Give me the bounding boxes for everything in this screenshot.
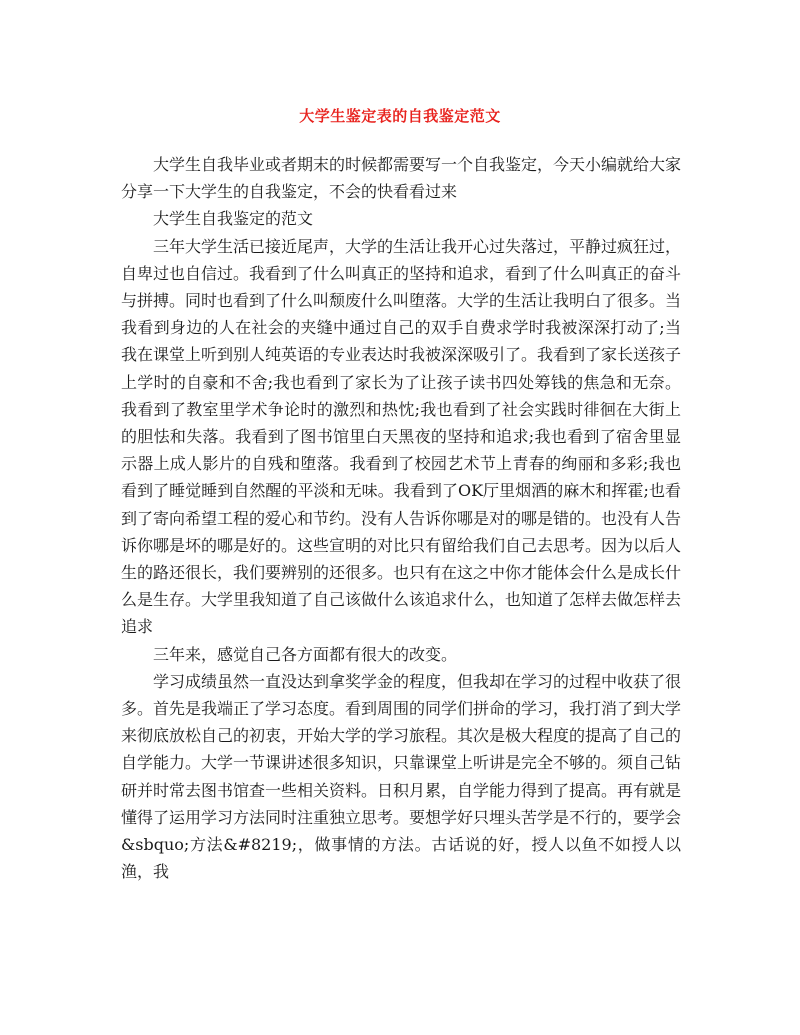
paragraph-subheading: 大学生自我鉴定的范文 bbox=[153, 209, 314, 229]
paragraph-intro: 大学生自我毕业或者期末的时候都需要写一个自我鉴定，今天小编就给大家分享一下大学生的自我鉴定，不会的快看看过来 bbox=[121, 155, 682, 202]
document-title: 大学生鉴定表的自我鉴定范文 bbox=[299, 107, 501, 125]
document-body bbox=[121, 151, 681, 885]
paragraph-three-years: 三年大学生活已接近尾声，大学的生活让我开心过失落过，平静过疯狂过，自卑过也自信过。我看到了什么叫真正的坚持和追求，看到了什么叫真正的奋斗与拼搏。同时也看到了什么叫颓废什么叫堕落。大学的生活让我明白了很多。当我看到身边的人在社会的夹缝中通过自己的双手自费求学时我被深深打动了;当我在课堂上听到别人纯英语的专业表达时我被深深吸引了。我看到了家长送孩子上学时的自豪和不舍;我也看到了家长为了让孩子读书四处筹钱的焦急和无奈。我看到了教室里学术争论时的激烈和热忱;我也看到了社会实践时徘徊在大街上的胆怯和失落。我看到了图书馆里白天黑夜的坚持和追求;我也看到了宿舍里显示器上成人影片的自残和堕落。我看到了校园艺术节上青春的绚丽和多彩;我也看到了睡觉睡到自然醒的平淡和无味。我看到了OK厅里烟酒的麻木和挥霍;也看到了寄向希望工程的爱心和节约。没有人告诉你哪是对的哪是错的。也没有人告诉你哪是坏的哪是好的。这些宣明的对比只有留给我们自己去思考。因为以后人生的路还很长，我们要辨别的还很多。也只有在这之中你才能体会什么是成长什么是生存。大学里我知道了自己该做什么该追求什么，也知道了怎样去做怎样去追求 bbox=[121, 236, 682, 637]
paragraph-changes: 三年来，感觉自己各方面都有很大的改变。 bbox=[153, 644, 458, 664]
paragraph-study: 学习成绩虽然一直没达到拿奖学金的程度，但我却在学习的过程中收获了很多。首先是我端正了学习态度。看到周围的同学们拼命的学习，我打消了到大学来彻底放松自己的初衷，开始大学的学习旅程。其次是极大程度的提高了自己的自学能力。大学一节课讲述很多知识，只靠课堂上听讲是完全不够的。须自己钻研并时常去图书馆查一些相关资料。日积月累，自学能力得到了提高。再有就是懂得了运用学习方法同时注重独立思考。要想学好只埋头苦学是不行的，要学会&sbquo;方法&#8219;，做事情的方法。古话说的好，授人以鱼不如授人以渔，我 bbox=[121, 671, 682, 882]
